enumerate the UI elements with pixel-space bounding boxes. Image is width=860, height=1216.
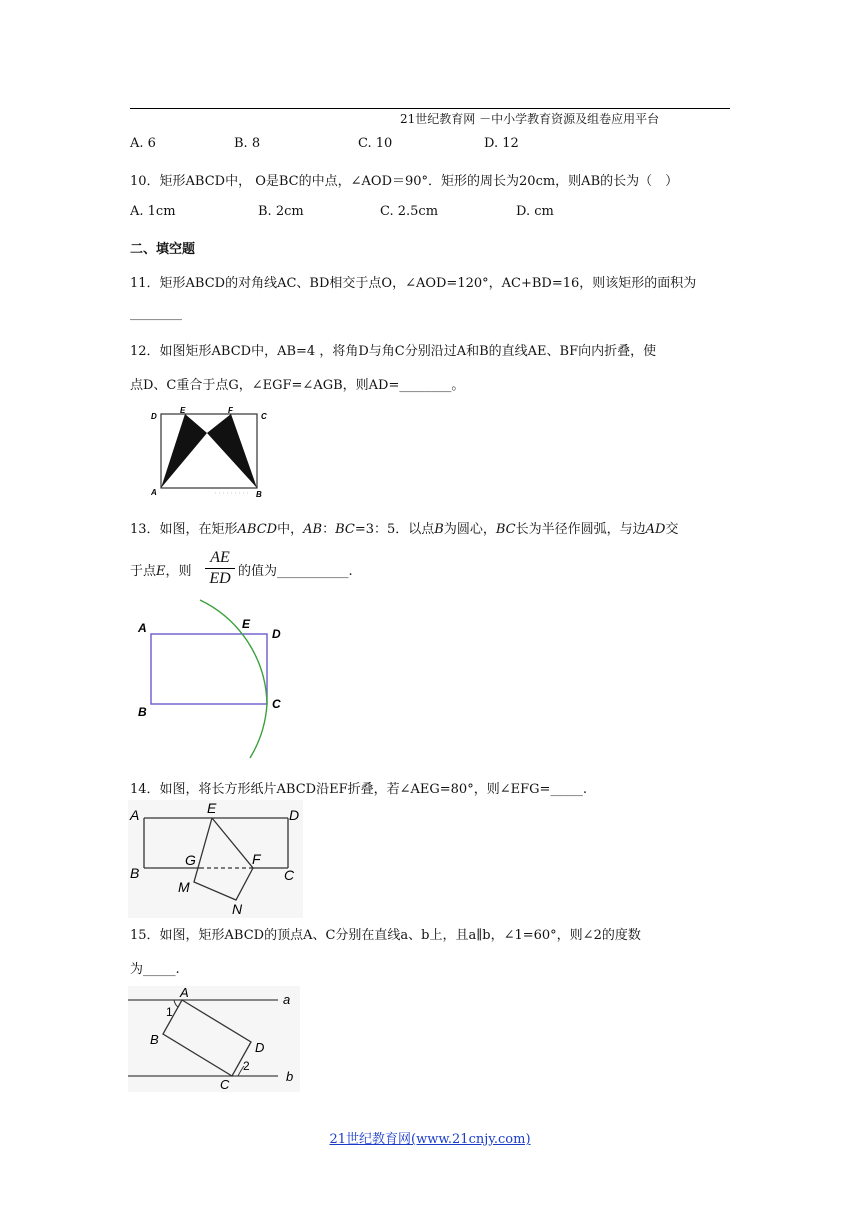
q13-var: AD	[645, 522, 666, 537]
q13-var: BC	[335, 522, 355, 537]
q13-var: BC	[495, 522, 516, 537]
q12-label-f: F	[228, 406, 233, 415]
q12-right-fold	[207, 414, 257, 488]
q14-line1: 14．如图，将长方形纸片ABCD沿EF折叠，若∠AEG=80°，则∠EFG=_____.	[130, 782, 588, 797]
q15-label-1: 1	[166, 1005, 173, 1019]
q13-arc	[200, 600, 267, 758]
q9-option-b: B. 8	[234, 136, 261, 151]
q13-text: 长为半径作圆弧，与边	[515, 522, 646, 537]
q13-label-d: D	[272, 627, 281, 641]
q13-var: E	[156, 564, 166, 579]
q13-text: ，则	[165, 564, 192, 579]
q13-text: 中，	[277, 522, 304, 537]
q14-label-g: G	[185, 852, 196, 868]
q14-label-f: F	[252, 851, 261, 867]
q14-label-d: D	[289, 807, 300, 823]
q10-option-c: C. 2.5cm	[380, 204, 439, 219]
q15-line1: 15．如图，矩形ABCD的顶点A、C分别在直线a、b上，且a∥b，∠1=60°，则∠2的度数	[130, 928, 641, 943]
q9-option-c: C. 10	[358, 136, 393, 151]
q14-label-m: M	[178, 879, 190, 895]
q14-label-c: C	[284, 867, 295, 883]
q13-fraction-denominator: ED	[209, 570, 231, 587]
q10-option-d: D. cm	[516, 204, 554, 219]
q9-option-a: A. 6	[130, 136, 156, 151]
q13-var: ABCD	[237, 522, 278, 537]
q15-figure	[128, 986, 300, 1092]
q13-text: ：	[322, 522, 336, 537]
q11-line1: 11．矩形ABCD的对角线AC、BD相交于点O，∠AOD=120°，AC+BD=16，则该矩形的面积为	[130, 276, 697, 291]
q13-var: AB	[303, 522, 323, 537]
q12-line1: 12．如图矩形ABCD中，AB=4 ，将角D与角C分别沿过A和B的直线AE、BF向内折叠，使	[130, 344, 657, 359]
q14-label-a: A	[130, 807, 140, 823]
q12-left-fold	[161, 414, 207, 488]
q13-line1	[130, 518, 678, 537]
q15-label-b: B	[150, 1032, 159, 1047]
q12-label-c: C	[261, 412, 267, 421]
q10-option-b: B. 2cm	[258, 204, 304, 219]
q12-label-b: B	[256, 490, 262, 499]
q13-text: 为圆心，	[443, 522, 496, 537]
q13-text: 交	[665, 522, 679, 537]
q11-blank: ________	[130, 306, 182, 321]
q12-figure	[145, 405, 275, 503]
q12-line2: 点D、C重合于点G，∠EGF=∠AGB，则AD=________。	[130, 378, 465, 393]
q13-label-e: E	[242, 617, 251, 631]
q15-label-a: A	[180, 986, 189, 1000]
q12-label-a: A	[151, 488, 157, 497]
q12-label-e: E	[180, 406, 186, 415]
q13-line2-prefix	[130, 560, 192, 579]
q13-label-c: C	[272, 697, 281, 711]
q14-label-b: B	[130, 865, 140, 881]
footer-link[interactable]: 21世纪教育网(www.21cnjy.com)	[329, 1132, 531, 1147]
q14-figure	[128, 800, 303, 918]
q14-label-n: N	[232, 901, 243, 917]
q10-stem: 10．矩形ABCD中， O是BC的中点，∠AOD＝90°．矩形的周长为20cm，则AB的长为（ ）	[130, 174, 679, 189]
q12-label-g: G	[203, 446, 209, 453]
q9-options	[130, 136, 730, 154]
q15-label-2: 2	[243, 1059, 250, 1073]
q15-label-line-b: b	[286, 1069, 294, 1084]
q15-line2: 为_____.	[130, 962, 180, 977]
q13-line2-suffix: 的值为___________.	[238, 564, 353, 579]
q13-text: 于点	[130, 564, 157, 579]
q13-label-a: A	[138, 621, 147, 635]
q15-label-d: D	[255, 1040, 265, 1055]
q13-label-b: B	[138, 705, 147, 719]
q14-label-e: E	[207, 800, 217, 816]
q10-options	[130, 204, 730, 222]
header-rule	[130, 108, 730, 109]
q13-fraction-numerator: AE	[205, 548, 235, 569]
q13-var: B	[434, 522, 444, 537]
q13-fraction	[205, 548, 235, 589]
q9-option-d: D. 12	[484, 136, 519, 151]
q13-text: =3：5．以点	[354, 522, 435, 537]
q13-text: 13．如图，在矩形	[130, 522, 238, 537]
q12-label-d: D	[151, 412, 157, 421]
q15-label-line-a: a	[283, 992, 291, 1007]
header-site: 21世纪教育网 －中小学教育资源及组卷应用平台	[400, 112, 660, 126]
q15-label-c: C	[220, 1077, 230, 1092]
q13-figure	[130, 596, 290, 762]
q10-option-a: A. 1cm	[130, 204, 176, 219]
section-title: 二、填空题	[130, 242, 196, 257]
